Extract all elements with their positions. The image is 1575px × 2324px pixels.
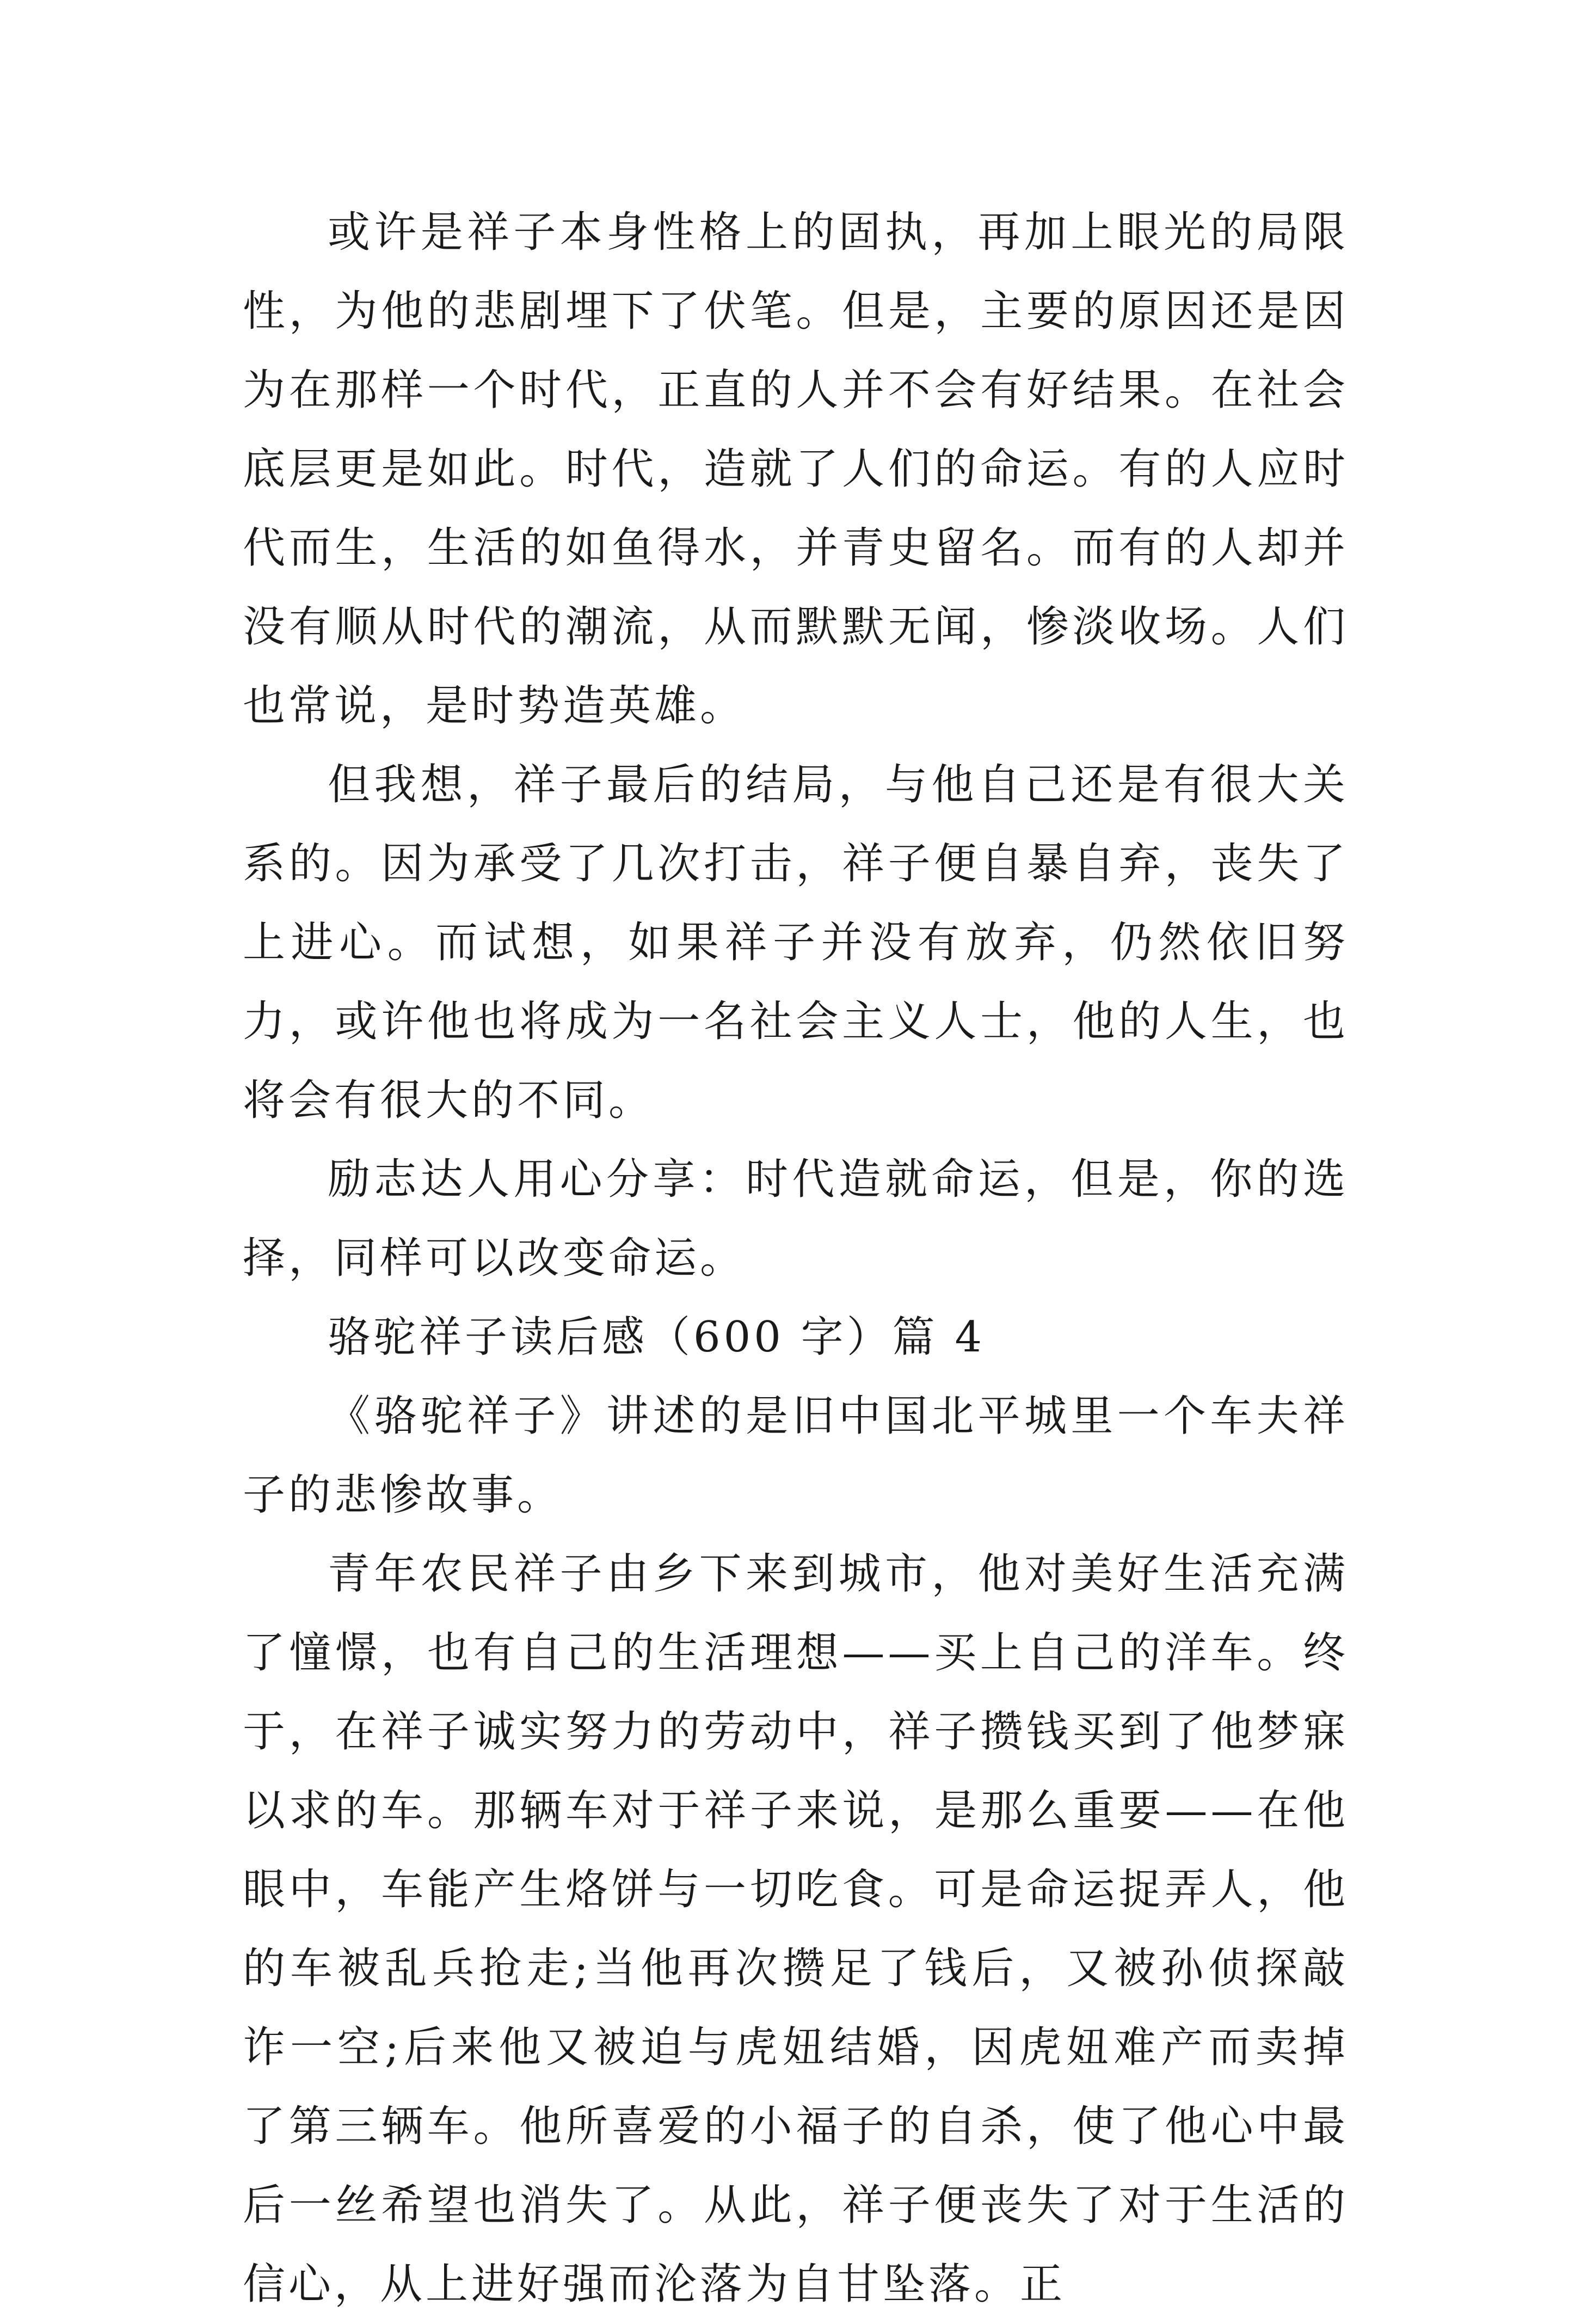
paragraph-destiny: 或许是祥子本身性格上的固执，再加上眼光的局限性，为他的悲剧埋下了伏笔。但是，主要的原因还是因为在那样一个时代，正直的人并不会有好结果。在社会底层更是如此。时代，造就了人们的命运。有的人应时代而生，生活的如鱼得水，并青史留名。而有的人却并没有顺从时代的潮流，从而默默无闻，惨淡收场。人们也常说，是时势造英雄。	[243, 208, 1349, 730]
paragraph-share: 励志达人用心分享：时代造就命运，但是，你的选择，同样可以改变命运。	[243, 1155, 1349, 1283]
paragraph-intro: 《骆驼祥子》讲述的是旧中国北平城里一个车夫祥子的悲惨故事。	[243, 1392, 1349, 1520]
document-body	[243, 193, 1349, 2324]
paragraph-story: 青年农民祥子由乡下来到城市，他对美好生活充满了憧憬，也有自己的生活理想——买上自己的洋车。终于，在祥子诚实努力的劳动中，祥子攒钱买到了他梦寐以求的车。那辆车对于祥子来说，是那么重要——在他眼中，车能产生烙饼与一切吃食。可是命运捉弄人，他的车被乱兵抢走;当他再次攒足了钱后，又被孙侦探敲诈一空;后来他又被迫与虎妞结婚，因虎妞难产而卖掉了第三辆车。他所喜爱的小福子的自杀，使了他心中最后一丝希望也消失了。从此，祥子便丧失了对于生活的信心，从上进好强而沦落为自甘坠落。正	[243, 1550, 1349, 2309]
paragraph-ending: 但我想，祥子最后的结局，与他自己还是有很大关系的。因为承受了几次打击，祥子便自暴自弃，丧失了上进心。而试想，如果祥子并没有放弃，仍然依旧努力，或许他也将成为一名社会主义人士，他的人生，也将会有很大的不同。	[243, 760, 1349, 1125]
section-heading: 骆驼祥子读后感（600 字）篇 4	[328, 1313, 986, 1362]
